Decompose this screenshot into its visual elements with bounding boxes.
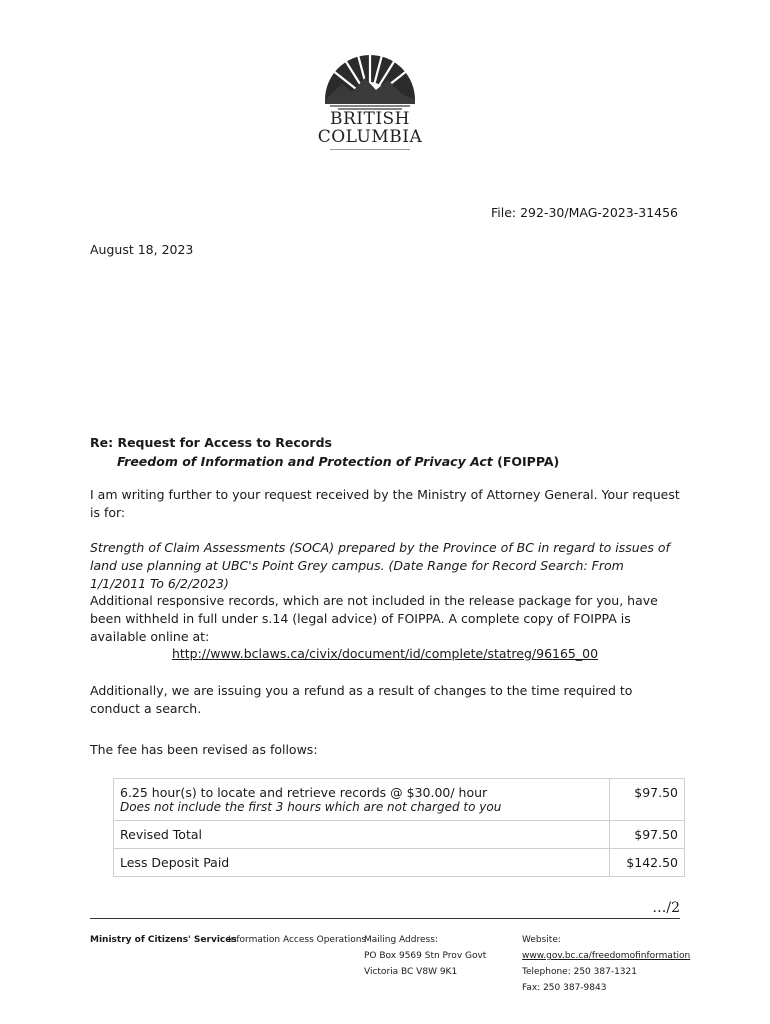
subject-block <box>90 433 559 471</box>
paragraph-withheld: Additional responsive records, which are not included in the release package for you, have been withheld in full under s.14 (legal advice) of FOIPPA. A complete copy of FOIPPA is available online at: <box>90 593 658 644</box>
act-title: Freedom of Information and Protection of Privacy Act <box>117 454 493 469</box>
fee-note: Does not include the first 3 hours which are not charged to you <box>120 800 502 814</box>
deposit-amount: $142.50 <box>610 849 685 877</box>
table-row <box>114 779 685 821</box>
telephone: Telephone: 250 387-1321 <box>522 967 637 977</box>
footer-office: Information Access Operations <box>228 935 367 945</box>
act-abbreviation: (FOIPPA) <box>497 454 560 469</box>
footer-mailing-address <box>364 932 486 980</box>
bc-government-logo <box>310 40 430 150</box>
fee-description-cell <box>114 779 610 821</box>
website-label: Website: <box>522 935 561 945</box>
footer-contact <box>522 932 690 996</box>
mailing-label: Mailing Address: <box>364 935 438 945</box>
mailing-line-2: Victoria BC V8W 9K1 <box>364 967 458 977</box>
letter-date: August 18, 2023 <box>90 242 194 257</box>
revised-total-amount: $97.50 <box>610 821 685 849</box>
footer-divider <box>90 918 680 919</box>
logo-wordmark-british: BRITISH <box>329 109 411 129</box>
deposit-label: Less Deposit Paid <box>114 849 610 877</box>
fee-amount: $97.50 <box>610 779 685 821</box>
fee-table <box>113 778 685 877</box>
page-continuation-marker: …/2 <box>652 900 680 916</box>
file-reference: File: 292-30/MAG-2023-31456 <box>491 205 678 220</box>
paragraph-request-intro: I am writing further to your request received by the Ministry of Attorney General. Your request is for: <box>90 487 680 520</box>
logo-wordmark-columbia: COLUMBIA <box>317 127 423 147</box>
table-row <box>114 849 685 877</box>
foippa-link[interactable]: http://www.bclaws.ca/civix/document/id/complete/statreg/96165_00 <box>171 646 599 661</box>
logo-divider <box>330 149 410 150</box>
footer-ministry: Ministry of Citizens' Services <box>90 935 237 945</box>
fax: Fax: 250 387-9843 <box>522 983 607 993</box>
paragraph-request-text: Strength of Claim Assessments (SOCA) prepared by the Province of BC in regard to issues of land use planning at UBC's Point Grey campus. (Date Range for Record Search: From 1/1/2011 To 6/2/2023) <box>90 540 670 591</box>
foippa-link-container <box>90 645 680 663</box>
subject-line: Re: Request for Access to Records <box>90 435 332 450</box>
table-row <box>114 821 685 849</box>
sun-mountains-icon <box>310 40 430 110</box>
paragraph-fee-intro: The fee has been revised as follows: <box>90 742 318 757</box>
revised-total-label: Revised Total <box>114 821 610 849</box>
paragraph-refund: Additionally, we are issuing you a refund as a result of changes to the time required to conduct a search. <box>90 683 633 716</box>
mailing-line-1: PO Box 9569 Stn Prov Govt <box>364 951 487 961</box>
act-line <box>90 452 559 471</box>
fee-description: 6.25 hour(s) to locate and retrieve records @ $30.00/ hour <box>120 785 488 800</box>
website-link[interactable]: www.gov.bc.ca/freedomofinformation <box>522 951 691 961</box>
